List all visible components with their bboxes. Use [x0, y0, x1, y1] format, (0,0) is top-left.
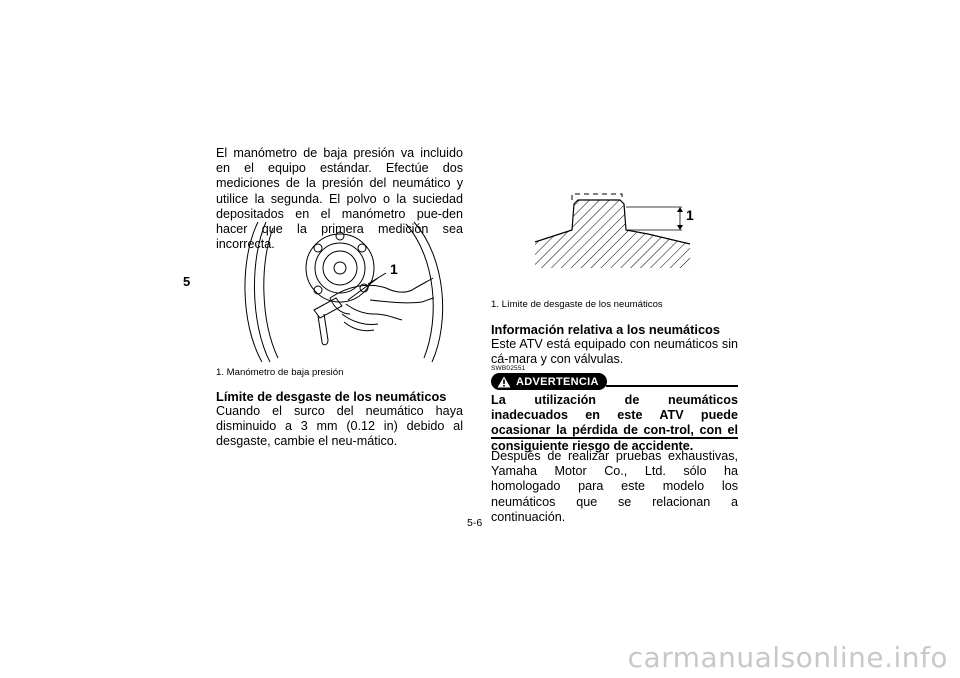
warning-badge [491, 373, 607, 393]
warning-bottom-rule [491, 437, 738, 439]
figure-caption: 1. Límite de desgaste de los neumáticos [491, 299, 663, 310]
warning-triangle-icon [497, 376, 511, 388]
figure-callout-1: 1 [390, 261, 398, 277]
tread-wear-diagram [530, 190, 700, 268]
figure-caption: 1. Manómetro de baja presión [216, 367, 344, 378]
paragraph: Este ATV está equipado con neumáticos sin cá-mara y con válvulas. [491, 337, 738, 367]
pressure-gauge-illustration [218, 218, 464, 364]
intro-paragraph: El manómetro de baja presión va incluido en el equipo estándar. Efectúe dos mediciones de la presión del neumático y utilice la segunda. El polvo o la suciedad depositados en el manómetro pue-den hacer que la primera medición sea incorrecta. [216, 146, 463, 252]
warning-code: SWB02551 [491, 365, 526, 372]
paragraph: Después de realizar pruebas exhaustivas, Yamaha Motor Co., Ltd. sólo ha homologado para este modelo los neumáticos que se relacionan a continuación. [491, 449, 738, 524]
paragraph: Cuando el surco del neumático haya disminuido a 3 mm (0.12 in) debido al desgaste, cambie el neu-mático. [216, 404, 463, 449]
section-heading: Información relativa a los neumáticos [491, 322, 720, 337]
warning-text: La utilización de neumáticos inadecuados en este ATV puede ocasionar la pérdida de con-trol, con el consiguiente riesgo de accidente. [491, 393, 738, 453]
section-heading: Límite de desgaste de los neumáticos [216, 389, 447, 404]
figure-callout-1: 1 [686, 207, 694, 223]
chapter-tab: 5 [183, 274, 191, 289]
page-number: 5-6 [467, 517, 483, 529]
watermark: carmanualsonline.info [627, 641, 948, 674]
warning-top-rule [606, 385, 738, 387]
warning-badge-label: ADVERTENCIA [516, 375, 599, 388]
